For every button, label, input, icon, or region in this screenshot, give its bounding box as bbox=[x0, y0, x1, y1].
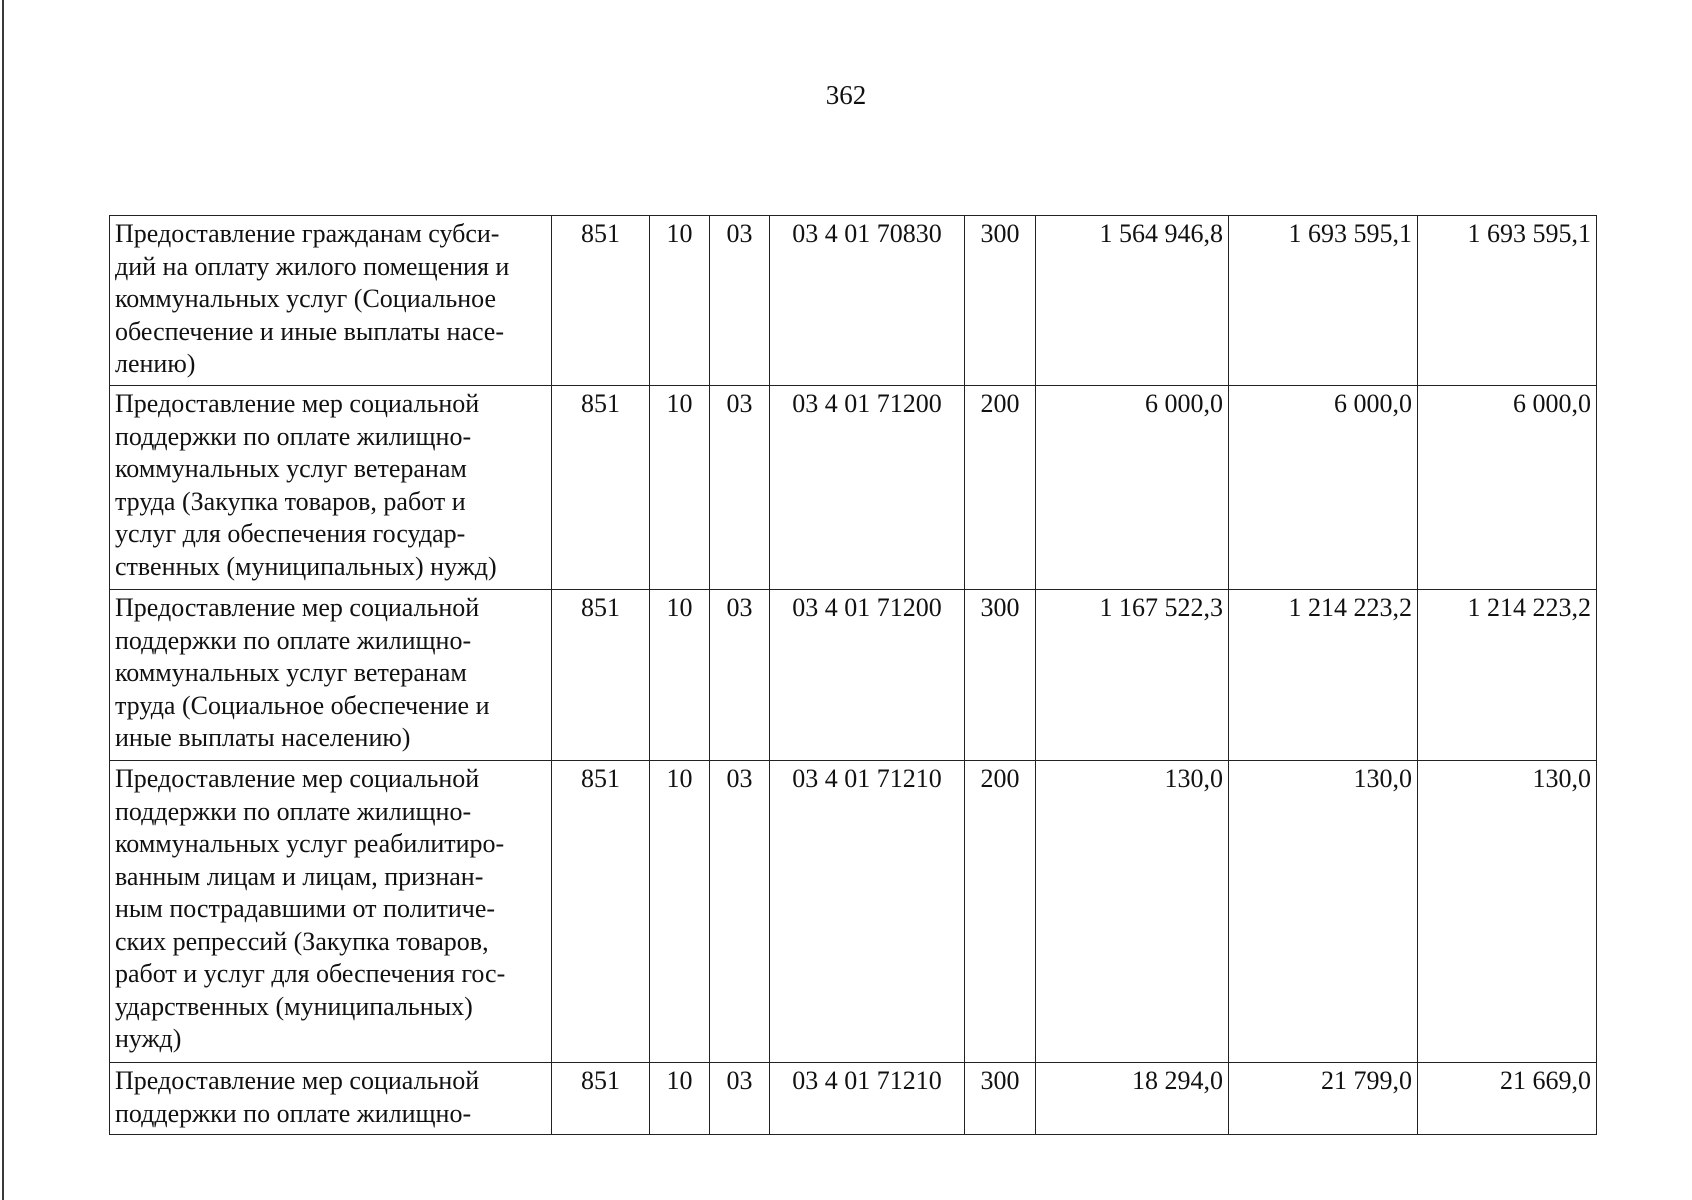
ministry-code: 851 bbox=[552, 216, 650, 386]
subsection-code: 03 bbox=[710, 590, 770, 761]
target-item-code: 03 4 01 71200 bbox=[770, 386, 965, 590]
amount-1: 1 167 522,3 bbox=[1036, 590, 1229, 761]
row-description: Предоставление мер социальной поддержки по оплате жилищно- коммунальных услуг ветеранам труда (Социальное обеспечение и иные выплаты населению) bbox=[110, 590, 552, 761]
amount-3: 1 214 223,2 bbox=[1418, 590, 1597, 761]
section-code: 10 bbox=[650, 761, 710, 1063]
section-code: 10 bbox=[650, 1063, 710, 1135]
row-description: Предоставление мер социальной поддержки по оплате жилищно- коммунальных услуг ветеранам труда (Закупка товаров, работ и услуг для обеспечения государ- ственных (муниципальных) нужд) bbox=[110, 386, 552, 590]
amount-1: 1 564 946,8 bbox=[1036, 216, 1229, 386]
target-item-code: 03 4 01 71200 bbox=[770, 590, 965, 761]
table-row bbox=[110, 590, 1597, 761]
row-description: Предоставление мер социальной поддержки по оплате жилищно- коммунальных услуг реабилитиро- ванным лицам и лицам, признан- ным пострадавшими от политиче- ских репрессий (Закупка товаров, работ и услуг для обеспечения гос- ударственных (муниципальных) нужд) bbox=[110, 761, 552, 1063]
target-item-code: 03 4 01 71210 bbox=[770, 761, 965, 1063]
ministry-code: 851 bbox=[552, 386, 650, 590]
row-description: Предоставление мер социальной поддержки по оплате жилищно- bbox=[110, 1063, 552, 1135]
expense-type-code: 300 bbox=[965, 1063, 1036, 1135]
expense-type-code: 300 bbox=[965, 590, 1036, 761]
ministry-code: 851 bbox=[552, 590, 650, 761]
section-code: 10 bbox=[650, 216, 710, 386]
subsection-code: 03 bbox=[710, 216, 770, 386]
target-item-code: 03 4 01 70830 bbox=[770, 216, 965, 386]
ministry-code: 851 bbox=[552, 1063, 650, 1135]
subsection-code: 03 bbox=[710, 1063, 770, 1135]
row-description: Предоставление гражданам субси- дий на оплату жилого помещения и коммунальных услуг (Социальное обеспечение и иные выплаты насе- лению) bbox=[110, 216, 552, 386]
amount-2: 6 000,0 bbox=[1229, 386, 1418, 590]
table-row bbox=[110, 216, 1597, 386]
amount-1: 130,0 bbox=[1036, 761, 1229, 1063]
table-row bbox=[110, 1063, 1597, 1135]
expense-type-code: 200 bbox=[965, 761, 1036, 1063]
amount-2: 130,0 bbox=[1229, 761, 1418, 1063]
amount-1: 18 294,0 bbox=[1036, 1063, 1229, 1135]
section-code: 10 bbox=[650, 590, 710, 761]
target-item-code: 03 4 01 71210 bbox=[770, 1063, 965, 1135]
amount-2: 21 799,0 bbox=[1229, 1063, 1418, 1135]
page-number: 362 bbox=[825, 80, 867, 110]
expense-type-code: 300 bbox=[965, 216, 1036, 386]
ministry-code: 851 bbox=[552, 761, 650, 1063]
amount-3: 1 693 595,1 bbox=[1418, 216, 1597, 386]
section-code: 10 bbox=[650, 386, 710, 590]
amount-1: 6 000,0 bbox=[1036, 386, 1229, 590]
scan-edge-line bbox=[2, 0, 4, 1200]
amount-3: 21 669,0 bbox=[1418, 1063, 1597, 1135]
budget-table bbox=[109, 215, 1597, 1135]
amount-3: 6 000,0 bbox=[1418, 386, 1597, 590]
table-row bbox=[110, 386, 1597, 590]
amount-2: 1 693 595,1 bbox=[1229, 216, 1418, 386]
subsection-code: 03 bbox=[710, 386, 770, 590]
subsection-code: 03 bbox=[710, 761, 770, 1063]
table-row bbox=[110, 761, 1597, 1063]
amount-3: 130,0 bbox=[1418, 761, 1597, 1063]
expense-type-code: 200 bbox=[965, 386, 1036, 590]
amount-2: 1 214 223,2 bbox=[1229, 590, 1418, 761]
